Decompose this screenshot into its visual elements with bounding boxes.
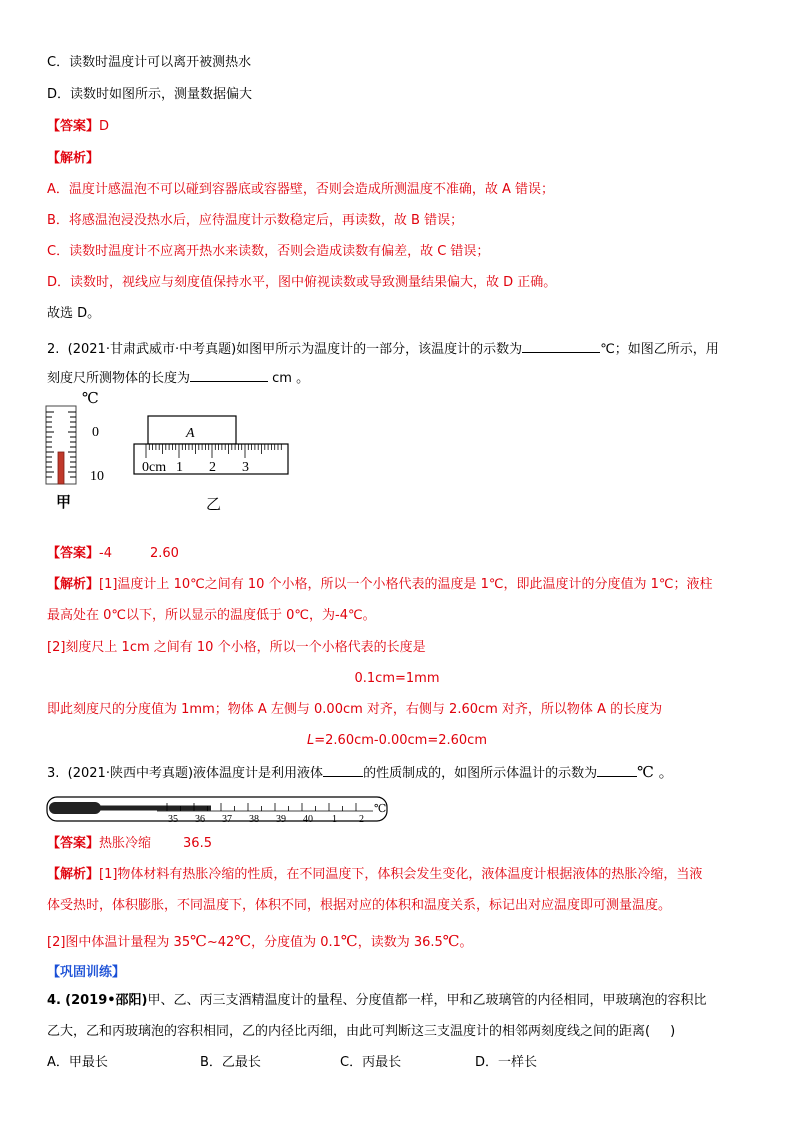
q1-analysis-d: D．读数时，视线应与刻度值保持水平，图中俯视读数或导致测量结果偏大，故 D 正确。: [47, 275, 557, 290]
q4-line-1: 甲、乙、丙三支酒精温度计的量程、分度值都一样，甲和乙玻璃管的内径相同，甲玻璃泡的容积比: [147, 993, 707, 1008]
analysis-part: 。: [459, 935, 473, 950]
q2-text-c: 刻度尺所测物体的长度为: [47, 371, 191, 386]
thermo-label-10: 10: [90, 469, 104, 484]
q1-analysis-b: B．将感温泡浸没热水后，应待温度计示数稳定后，再读数，故 B 错误；: [47, 213, 464, 228]
q2-text-b: ℃；如图乙所示，用: [600, 342, 719, 357]
q1-analysis-a: A．温度计感温泡不可以碰到容器底或容器壁，否则会造成所测温度不准确，故 A 错误；: [47, 182, 555, 197]
analysis-text: [1]温度计上 10℃之间有 10 个小格，所以一个小格代表的温度是 1℃，即此温度计的分度值为 1℃；液柱: [99, 577, 713, 592]
q4-line-2-end: ): [670, 1024, 676, 1039]
q3-analysis-1a: [47, 866, 702, 884]
clinical-thermometer-figure: [45, 793, 395, 825]
answer-label: 【答案】: [47, 119, 100, 134]
celsius-unit: ℃: [234, 932, 252, 950]
analysis-part: ，读数为 36.5: [357, 935, 443, 950]
q3-number: 3.: [47, 766, 60, 781]
q4-stem-line1: [47, 992, 707, 1010]
q1-option-c: C．读数时温度计可以离开被测热水: [47, 55, 252, 70]
q3-blank-2[interactable]: [597, 762, 637, 777]
tick-label-35: 35: [168, 814, 178, 825]
q1-analysis-label: 【解析】: [47, 151, 100, 166]
q2-analysis-2a: [2]刻度尺上 1cm 之间有 10 个小格，所以一个小格代表的长度是: [47, 640, 426, 655]
thermo-label-0: 0: [92, 425, 99, 440]
q3-text-a: 液体温度计是利用液体: [193, 766, 324, 781]
thermometer-unit: ℃: [374, 803, 387, 815]
q1-conclusion: 故选 D。: [47, 306, 101, 321]
analysis-part: [2]图中体温计量程为 35: [47, 935, 191, 950]
ruler-label-1: 1: [176, 460, 183, 475]
q3-text-b: 的性质制成的，如图所示体温计的示数为: [363, 766, 598, 781]
object-a-label: A: [186, 426, 195, 441]
q4-source: (2019•邵阳): [65, 993, 148, 1008]
q3-answer: [47, 835, 212, 853]
answer-value-2: 2.60: [149, 546, 179, 561]
q1-answer: [47, 118, 109, 136]
q4-stem-line2: [47, 1023, 675, 1041]
q4-option-b[interactable]: B．乙最长: [200, 1055, 261, 1070]
tick-label-38: 38: [249, 814, 259, 825]
ruler-label-3: 3: [242, 460, 249, 475]
tick-label-36: 36: [195, 814, 205, 825]
tick-label-2: 2: [359, 814, 364, 825]
analysis-part: ~42: [206, 935, 235, 950]
tick-label-37: 37: [222, 814, 232, 825]
answer-value-1: 热胀冷缩: [99, 836, 152, 851]
q4-line-2: 乙大，乙和丙玻璃泡的容积相同，乙的内径比丙细，由此可判断这三支温度计的相邻两刻度线之间的距离(: [47, 1024, 651, 1039]
q2-text-a: 如图甲所示为温度计的一部分，该温度计的示数为: [236, 342, 523, 357]
practice-title: 【巩固训练】: [47, 965, 126, 980]
q2-blank-2[interactable]: [190, 367, 268, 382]
q1-analysis-c: C．读数时温度计不应离开热水来读数，否则会造成读数有偏差，故 C 错误；: [47, 244, 490, 259]
q4-number: 4.: [47, 993, 61, 1008]
q4-option-d[interactable]: D．一样长: [475, 1055, 538, 1070]
thermometer-figure-jia: [40, 386, 120, 516]
ruler-label-2: 2: [209, 460, 216, 475]
q3-unit: ℃ 。: [637, 763, 674, 781]
q4-option-a[interactable]: A．甲最长: [47, 1055, 108, 1070]
analysis-text: [1]物体材料有热胀冷缩的性质，在不同温度下，体积会发生变化，液体温度计根据液体的热胀冷缩，当液: [99, 867, 703, 882]
answer-value: D: [99, 119, 110, 134]
q3-stem: [47, 762, 674, 783]
answer-label: 【答案】: [47, 836, 100, 851]
q3-analysis-2: [47, 932, 473, 952]
thermometer-bulb: [49, 802, 101, 814]
celsius-unit: ℃: [340, 932, 358, 950]
q3-blank-1[interactable]: [323, 762, 363, 777]
q2-analysis-formula: 0.1cm=1mm: [354, 671, 440, 686]
q2-stem-line2: [47, 367, 309, 388]
q2-analysis-2b: 即此刻度尺的分度值为 1mm；物体 A 左侧与 0.00cm 对齐，右侧与 2.60cm 对齐，所以物体 A 的长度为: [47, 702, 663, 717]
thermo-unit-label: ℃: [82, 391, 99, 407]
tick-label-39: 39: [276, 814, 286, 825]
q4-option-c[interactable]: C．丙最长: [340, 1055, 402, 1070]
length-equation: =2.60cm-0.00cm=2.60cm: [314, 733, 487, 748]
q1-option-d: D．读数时如图所示，测量数据偏大: [47, 87, 253, 102]
q2-source: (2021·甘肃武威市·中考真题): [67, 342, 237, 357]
analysis-part: ，分度值为 0.1: [251, 935, 341, 950]
tick-label-40: 40: [303, 814, 313, 825]
q2-answer: [47, 545, 179, 563]
analysis-label: 【解析】: [47, 867, 100, 882]
thermometer-body: [46, 406, 76, 484]
ruler-label-0cm: 0cm: [142, 460, 167, 475]
answer-value-2: 36.5: [183, 836, 212, 851]
q2-unit: cm 。: [272, 371, 310, 386]
length-variable: L: [307, 733, 315, 748]
thermo-liquid-column: [58, 452, 64, 484]
q3-source: (2021·陕西中考真题): [67, 766, 194, 781]
thermo-caption: 甲: [56, 495, 72, 511]
answer-value-1: -4: [99, 546, 112, 561]
q2-analysis-final: [0, 732, 794, 750]
answer-label: 【答案】: [47, 546, 100, 561]
celsius-unit: ℃: [190, 932, 207, 950]
q2-number: 2.: [47, 342, 60, 357]
ruler-caption: 乙: [206, 497, 222, 513]
q2-analysis-1a: [47, 576, 713, 594]
tick-label-1: 1: [332, 814, 337, 825]
q3-analysis-1b: 体受热时，体积膨胀，不同温度下，体积不同，根据对应的体积和温度关系，标记出对应温度即可测量温度。: [47, 898, 672, 913]
ruler-figure-yi: [132, 412, 297, 522]
analysis-label: 【解析】: [47, 577, 100, 592]
q2-analysis-1b: 最高处在 0℃以下，所以显示的温度低于 0℃，为-4℃。: [47, 608, 376, 623]
q2-stem-line1: [47, 338, 719, 359]
celsius-unit: ℃: [442, 932, 460, 950]
q2-blank-1[interactable]: [522, 338, 600, 353]
